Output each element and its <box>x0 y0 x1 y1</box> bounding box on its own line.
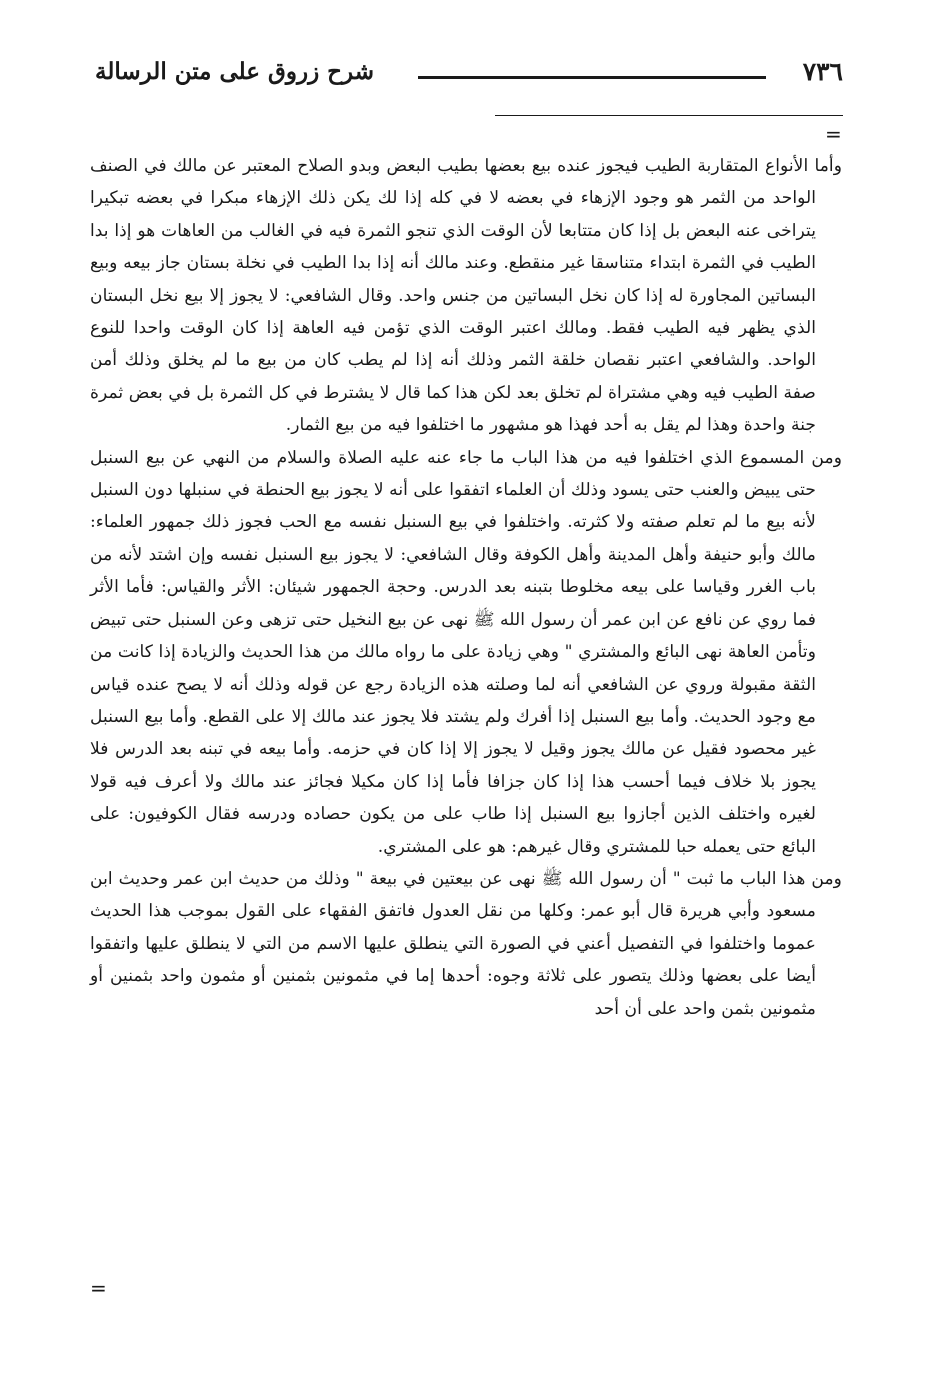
continuation-mark-bottom: = <box>90 1276 107 1300</box>
page-number: ٧٣٦ <box>802 57 843 86</box>
paragraph-3: ومن هذا الباب ما ثبت " أن رسول الله ﷺ نهى عن بيعتين في بيعة " وذلك من حديث ابن عمر وحديث ابن مسعود وأبي هريرة قال أبو عمر: وكلها من نقل العدول فاتفق الفقهاء على القول بموجب هذا الحديث عموما واختلفوا في التفصيل أعني في الصورة التي ينطلق عليها الاسم من التي لا ينطلق عليها واتفقوا أيضا على بعضها وذلك يتصور على ثلاثة وجوه: أحدها إما في مثمونين بثمنين أو مثمون واحد بثمنين أو مثمونين بثمن واحد على أن أحد <box>90 868 842 1019</box>
main-text <box>90 150 842 1025</box>
paragraph-2: ومن المسموع الذي اختلفوا فيه من هذا الباب ما جاء عنه عليه الصلاة والسلام من النهي عن بيع السنبل حتى يبيض والعنب حتى يسود وذلك أن العلماء اتفقوا على أنه لا يجوز بيع الحنطة في سنبلها دون السنبل لأنه بيع ما لم تعلم صفته ولا كثرته. واختلفوا في بيع السنبل نفسه مع الحب فجوز ذلك جمهور العلماء: مالك وأبو حنيفة وأهل المدينة وأهل الكوفة وقال الشافعي: لا يجوز بيع السنبل نفسه وإن اشتد لأنه من باب الغرر وقياسا على بيعه مخلوطا بتبنه بعد الدرس. وحجة الجمهور شيئان: الأثر والقياس: فأما الأثر فما روي عن نافع عن ابن عمر أن رسول الله ﷺ نهى عن بيع النخيل حتى تزهى وعن السنبل حتى تبيض وتأمن العاهة نهى البائع والمشتري " وهي زيادة على ما رواه مالك من هذا الحديث والزيادة إذا كانت من الثقة مقبولة وروي عن الشافعي أنه لما وصلته هذه الزيادة رجع عن قوله وذلك أنه لا يصح عنده قياس مع وجود الحديث. وأما بيع السنبل إذا أفرك ولم يشتد فلا يجوز عند مالك إلا على القطع. وأما بيع السنبل غير محصود فقيل عن مالك يجوز وقيل لا يجوز إلا إذا كان في حزمه. وأما بيعه في تبنه بعد الدرس فلا يجوز بلا خلاف فيما أحسب هذا إذا كان جزافا فأما إذا كان مكيلا فجائز عند مالك ولا أعرف فيه قولا لغيره واختلف الذين أجازوا بيع السنبل إذا طاب على من يكون حصاده ودرسه فقال الكوفيون: على البائع حتى يعمله حبا للمشتري وقال غيرهم: هو على المشتري. <box>90 447 842 857</box>
running-title: شرح زروق على متن الرسالة <box>95 58 374 85</box>
header-rule <box>418 76 766 79</box>
header-underline <box>495 115 843 116</box>
continuation-mark-top: = <box>825 122 842 146</box>
page-header <box>95 52 843 92</box>
paragraph-1: وأما الأنواع المتقاربة الطيب فيجوز عنده بيع بعضها بطيب البعض وبدو الصلاح المعتبر عن مالك في الصنف الواحد من الثمر هو وجود الإزهاء في بعضه لا في كله إذا لك يكن ذلك الإزهاء مبكرا في بعضه تبكيرا يتراخى عنه البعض بل إذا كان متتابعا لأن الوقت الذي تنجو الثمرة فيه في الغالب من العاهات هو إذا بدا الطيب في الثمرة ابتداء متناسقا غير منقطع. وعند مالك أنه إذا بدا الطيب في نخلة بستان جاز بيعه وبيع البساتين المجاورة له إذا كان نخل البساتين من جنس واحد. وقال الشافعي: لا يجوز إلا بيع نخل البستان الذي يظهر فيه الطيب فقط. ومالك اعتبر الوقت الذي تؤمن فيه العاهة إذا كان الوقت واحدا للنوع الواحد. والشافعي اعتبر نقصان خلقة الثمر وذلك أنه إذا لم يطب كان من بيع ما لم يخلق وذلك أمن صفة الطيب فيه وهي مشتراة لم تخلق بعد لكن هذا كما قال لا يشترط في كل الثمرة بل في بعض ثمرة جنة واحدة وهذا لم يقل به أحد فهذا هو مشهور ما اختلفوا فيه من بيع الثمار. <box>90 156 842 436</box>
